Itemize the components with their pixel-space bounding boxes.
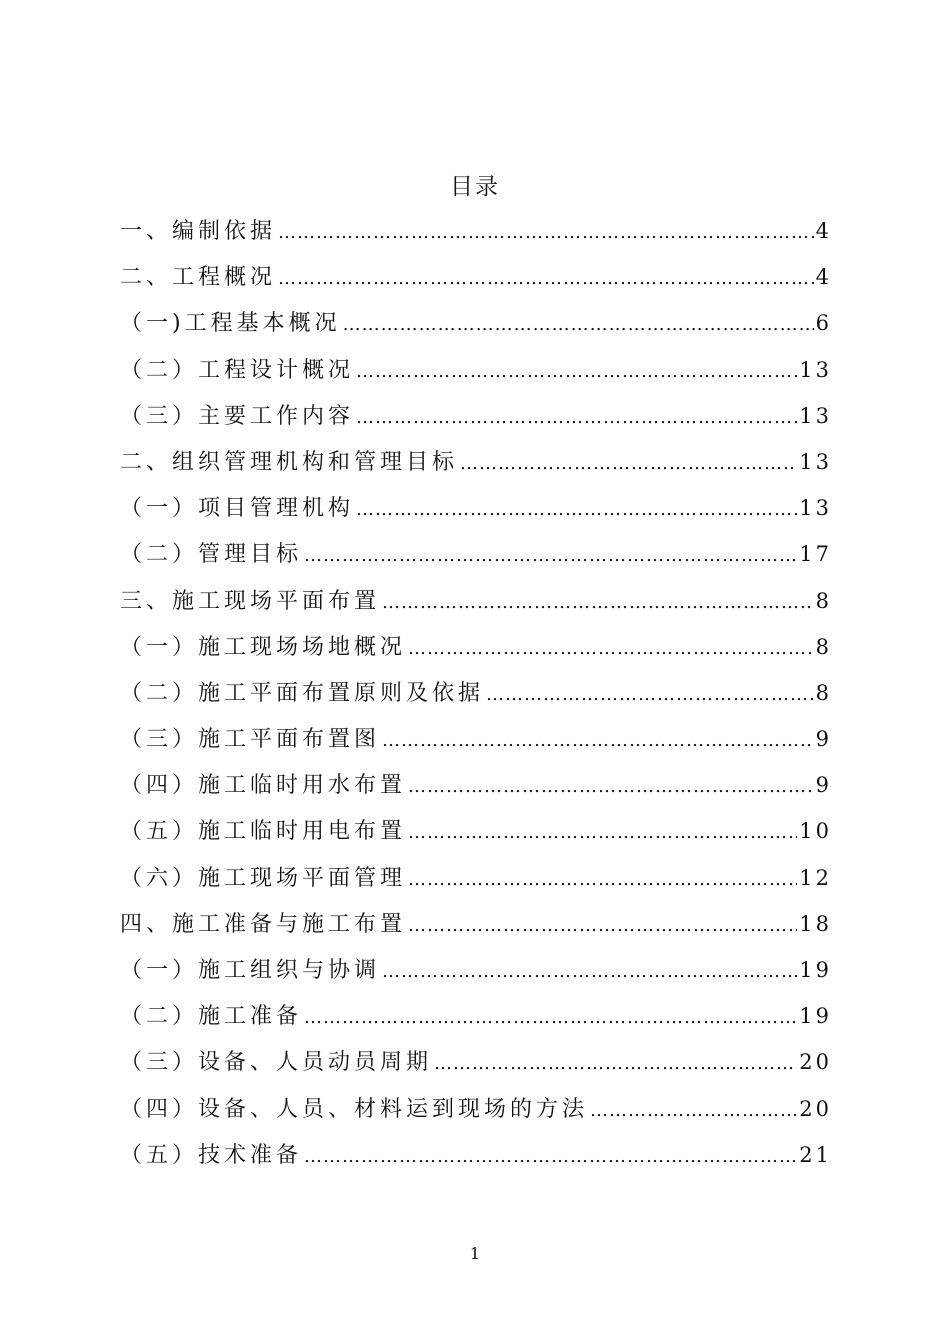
toc-entry[interactable] [120, 716, 832, 762]
toc-entry[interactable] [120, 947, 832, 993]
toc-entry[interactable] [120, 762, 832, 808]
toc-entry-page: 20 [799, 1050, 832, 1075]
toc-entry-page: 19 [799, 1004, 832, 1029]
page-number: 1 [469, 1244, 481, 1263]
toc-entry-label: （三）主要工作内容 [120, 403, 355, 429]
toc-entry-label: （五）技术准备 [120, 1142, 303, 1168]
toc-entry-page: 17 [799, 542, 832, 567]
toc-entry[interactable] [120, 347, 832, 393]
toc-entry[interactable] [120, 254, 832, 300]
toc-entry-label: （二）施工准备 [120, 1004, 303, 1030]
toc-entry-label: 一、编制依据 [120, 219, 277, 244]
toc-entry[interactable] [120, 1086, 832, 1132]
toc-leader-dots [408, 764, 814, 810]
toc-leader-dots [304, 533, 797, 579]
toc-leader-dots [408, 626, 814, 672]
toc-entry[interactable] [120, 208, 832, 254]
toc-entry[interactable] [120, 901, 832, 947]
toc-title: 目录 [450, 174, 500, 200]
toc-entry-page: 13 [799, 403, 832, 428]
toc-leader-dots [460, 441, 797, 487]
toc-entry[interactable] [120, 1039, 832, 1085]
toc-entry-label: （二）管理目标 [120, 542, 303, 568]
toc-entry-page: 12 [799, 865, 832, 890]
toc-entry-label: （一)工程基本概况 [120, 311, 341, 337]
toc-entry-page: 8 [815, 634, 832, 659]
toc-leader-dots [408, 903, 797, 949]
toc-entry-page: 13 [799, 449, 832, 474]
toc-leader-dots [356, 395, 797, 441]
toc-entry-page: 19 [799, 958, 832, 982]
toc-entry-label: （四）施工临时用水布置 [120, 773, 407, 799]
toc-leader-dots [408, 857, 797, 903]
toc-entry-page: 10 [799, 819, 832, 844]
toc-entry-label: （三）设备、人员动员周期 [120, 1050, 433, 1076]
toc-entry-page: 9 [815, 727, 832, 752]
toc-entry-label: 二、工程概况 [120, 265, 277, 291]
toc-list [120, 208, 832, 1178]
toc-entry-page: 21 [799, 1142, 832, 1167]
toc-entry[interactable] [120, 531, 832, 577]
toc-leader-dots [356, 487, 797, 533]
toc-leader-dots [382, 949, 797, 995]
toc-entry-page: 18 [799, 911, 832, 936]
toc-leader-dots [343, 302, 814, 348]
toc-entry-page: 6 [815, 311, 832, 336]
toc-entry-page: 8 [815, 588, 832, 613]
toc-entry[interactable] [120, 485, 832, 531]
toc-entry-label: 三、施工现场平面布置 [120, 588, 381, 614]
toc-leader-dots [382, 718, 814, 764]
toc-leader-dots [408, 810, 797, 856]
toc-leader-dots [590, 1088, 797, 1134]
toc-leader-dots [304, 995, 797, 1041]
toc-entry-label: （二）工程设计概况 [120, 357, 355, 383]
toc-entry-label: （二）施工平面布置原则及依据 [120, 680, 485, 706]
toc-leader-dots [278, 210, 814, 256]
toc-entry-label: （一）施工现场场地概况 [120, 634, 407, 660]
toc-entry-page: 4 [815, 219, 832, 243]
toc-entry-page: 9 [815, 773, 832, 798]
toc-entry[interactable] [120, 393, 832, 439]
toc-entry-label: 二、组织管理机构和管理目标 [120, 449, 459, 475]
toc-leader-dots [434, 1041, 797, 1087]
toc-entry-page: 20 [799, 1096, 832, 1121]
toc-leader-dots [278, 256, 814, 302]
toc-entry[interactable] [120, 670, 832, 716]
toc-entry-page: 8 [815, 680, 832, 705]
toc-leader-dots [304, 1134, 797, 1180]
toc-entry-label: （四）设备、人员、材料运到现场的方法 [120, 1096, 589, 1122]
toc-leader-dots [382, 580, 814, 626]
toc-entry-page: 13 [799, 496, 832, 521]
toc-entry-label: （一）施工组织与协调 [120, 958, 381, 983]
toc-entry[interactable] [120, 855, 832, 901]
toc-entry[interactable] [120, 1132, 832, 1178]
toc-entry-label: 四、施工准备与施工布置 [120, 911, 407, 937]
toc-entry[interactable] [120, 808, 832, 854]
toc-entry-label: （三）施工平面布置图 [120, 727, 381, 753]
toc-entry[interactable] [120, 578, 832, 624]
toc-leader-dots [356, 349, 797, 395]
toc-entry-page: 13 [799, 357, 832, 382]
toc-entry[interactable] [120, 439, 832, 485]
toc-entry[interactable] [120, 993, 832, 1039]
toc-entry-label: （一）项目管理机构 [120, 496, 355, 522]
toc-entry-label: （六）施工现场平面管理 [120, 865, 407, 891]
toc-entry-label: （五）施工临时用电布置 [120, 819, 407, 845]
toc-entry[interactable] [120, 624, 832, 670]
toc-entry[interactable] [120, 300, 832, 346]
toc-entry-page: 4 [815, 265, 832, 290]
toc-leader-dots [486, 672, 814, 718]
